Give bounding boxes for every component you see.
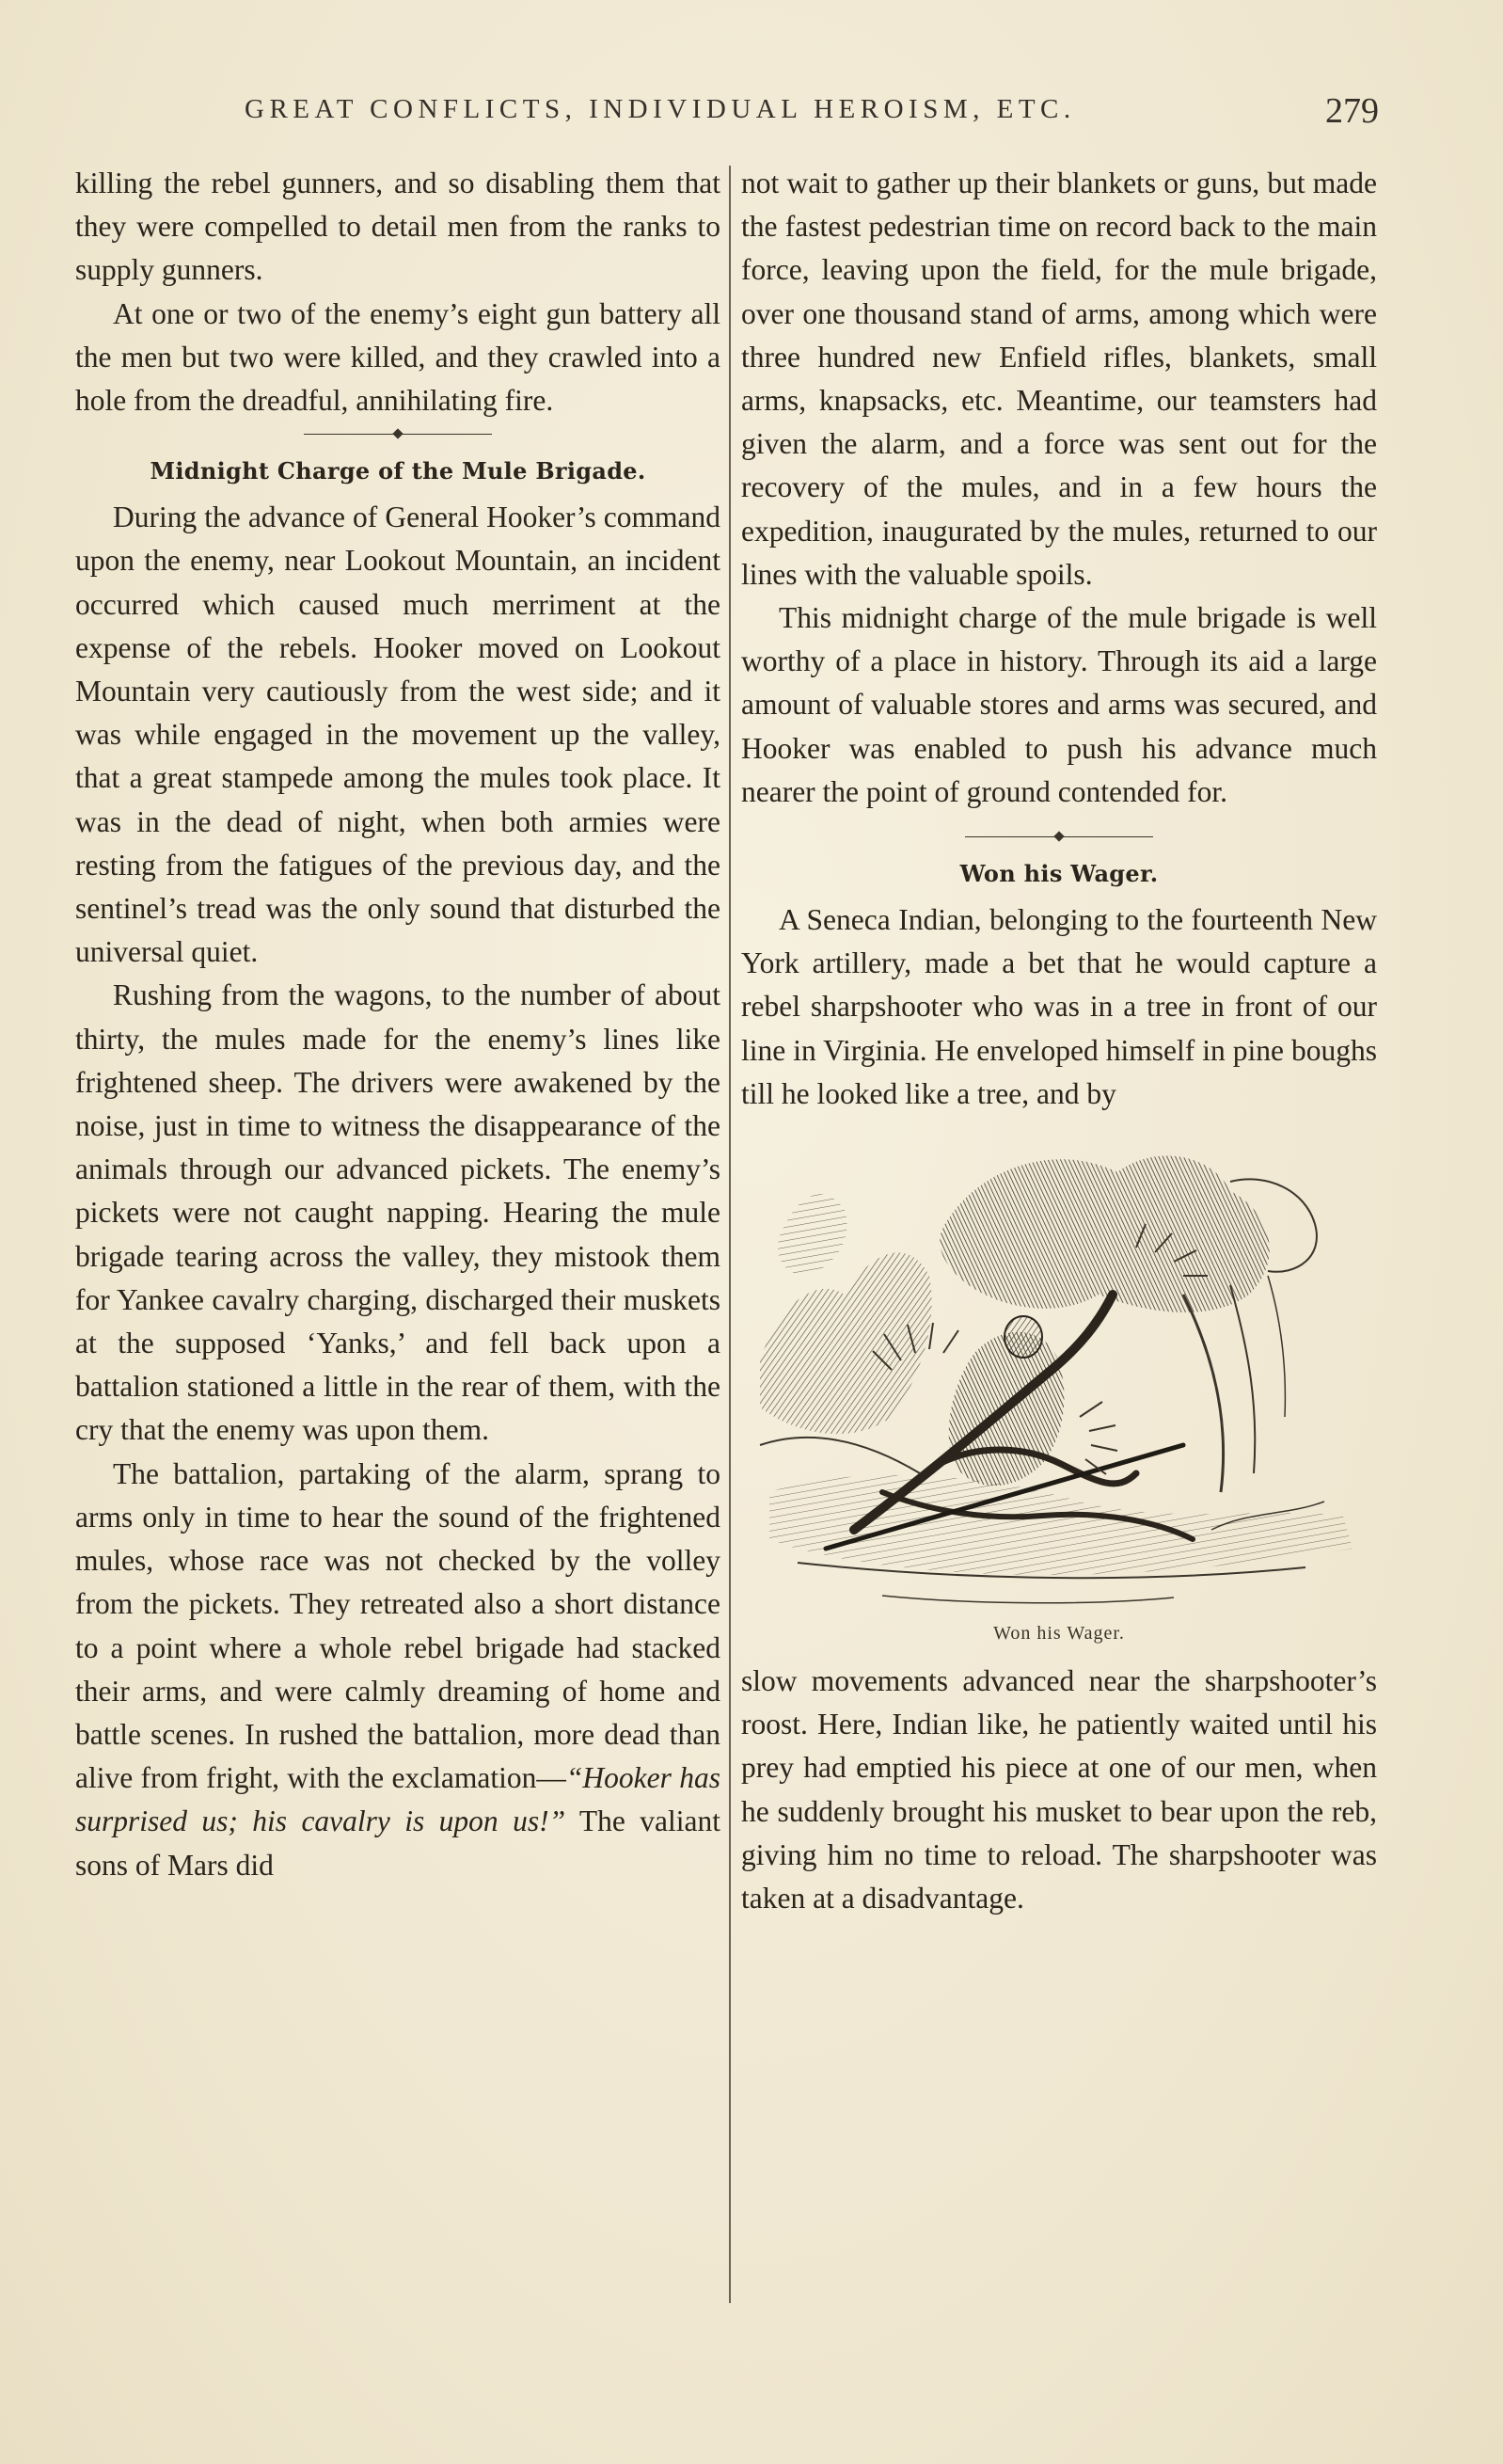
paragraph (75, 1453, 720, 1887)
section-divider (304, 424, 492, 445)
left-column (75, 162, 720, 1887)
paragraph: At one or two of the enemy’s eight gun battery all the men but two were killed, and they crawled into a hole from the dreadful, annihilating fire. (75, 296, 720, 418)
sharpshooter-in-tree-engraving (741, 1135, 1377, 1614)
section-divider (965, 827, 1153, 848)
paragraph: killing the rebel gunners, and so disabling them that they were compelled to detail men from the ranks to supply gunners. (75, 167, 720, 287)
paragraph-text: The valiant sons of Mars did (75, 1804, 720, 1882)
section-heading: Midnight Charge of the Mule Brigade. (150, 457, 646, 485)
quoted-exclamation: “Hooker has surprised us; his cavalry is upon us!” (75, 1761, 720, 1838)
page-number: 279 (1325, 91, 1379, 131)
paragraph: slow movements advanced near the sharpshooter’s roost. Here, Indian like, he patiently waited until his prey had emptied his piece at one of our men, when he suddenly brought his musket to bear upon the reb, giving him no time to reload. The sharpshooter was taken at a disadvantage. (741, 1664, 1377, 1916)
paragraph: not wait to gather up their blankets or guns, but made the fastest pedestrian time on record back to the main force, leaving upon the field, for the mule brigade, over one thousand stand of arms, among which were three hundred new Enfield rifles, blankets, small arms, knapsacks, etc. Meantime, our teamsters had given the alarm, and a force was sent out for the recovery of the mules, and in a few hours the expedition, inaugurated by the mules, returned to our lines with the valuable spoils. (741, 167, 1377, 591)
engraving-illustration (741, 1135, 1377, 1614)
section-heading: Won his Wager. (959, 860, 1159, 888)
paragraph-text: The battalion, partaking of the alarm, sprang to arms only in time to hear the sound of the frightened mules, whose race was not checked by the volley from the pickets. They retreated also a short distance to a point where a whole rebel brigade had stacked their arms, and were calmly dreaming of home and battle scenes. In rushed the battalion, more dead than alive from fright, with the exclamation— (75, 1456, 720, 1795)
right-column (741, 162, 1377, 1920)
paragraph: A Seneca Indian, belonging to the fourteenth New York artillery, made a bet that he would capture a rebel sharpshooter who was in a tree in front of our line in Virginia. He enveloped himself in pine boughs till he looked like a tree, and by (741, 903, 1377, 1110)
running-title: GREAT CONFLICTS, INDIVIDUAL HEROISM, ETC. (245, 94, 1076, 124)
paragraph: Rushing from the wagons, to the number of about thirty, the mules made for the enemy’s lines like frightened sheep. The drivers were awakened by the noise, just in time to witness the disappearance of the animals through our advanced pickets. The enemy’s pickets were not caught napping. Hearing the mule brigade tearing across the valley, they mistook them for Yankee cavalry charging, discharged their muskets at the supposed ‘Yanks,’ and fell back upon a battalion stationed a little in the rear of them, with the cry that the enemy was upon them. (75, 978, 720, 1447)
figure-caption: Won his Wager. (993, 1623, 1125, 1645)
paragraph: This midnight charge of the mule brigade is well worthy of a place in history. Through its aid a large amount of valuable stores and arms was secured, and Hooker was enabled to push his advance much nearer the point of ground contended for. (741, 601, 1377, 808)
column-divider (729, 166, 731, 2303)
paragraph: During the advance of General Hooker’s command upon the enemy, near Lookout Mountain, an incident occurred which caused much merriment at the expense of the rebels. Hooker moved on Lookout Mountain very cautiously from the west side; and it was while engaged in the movement up the valley, that a great stampede among the mules took place. It was in the dead of night, when both armies were resting from the fatigues of the previous day, and the sentinel’s tread was the only sound that disturbed the universal quiet. (75, 501, 720, 969)
